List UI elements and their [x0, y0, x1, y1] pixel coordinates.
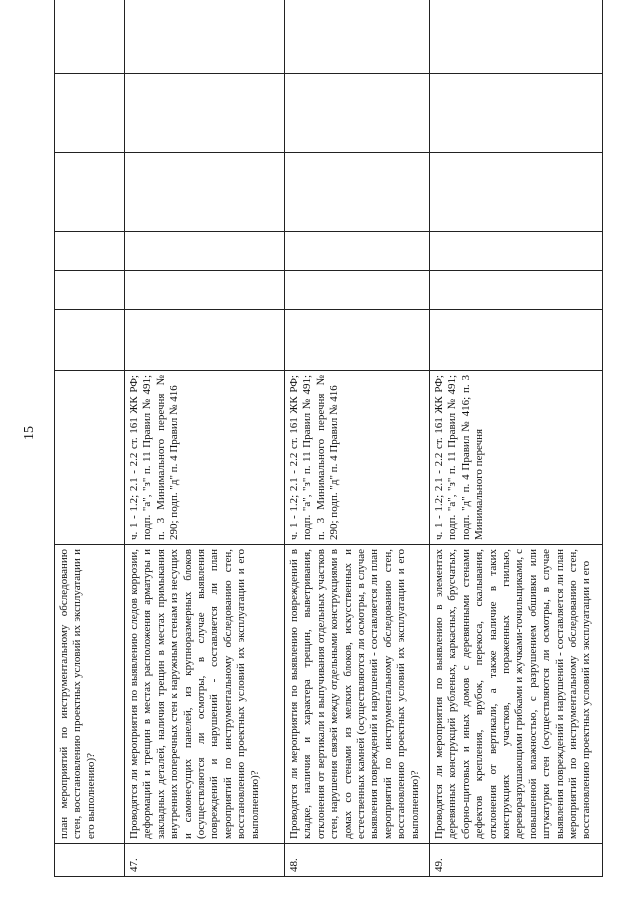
reference-cell	[55, 371, 125, 545]
empty-cell	[55, 74, 125, 153]
empty-cell	[125, 232, 285, 271]
empty-cell	[285, 271, 430, 310]
empty-cell	[55, 232, 125, 271]
empty-cell	[55, 153, 125, 232]
empty-cell	[55, 271, 125, 310]
table-row	[55, 0, 125, 877]
question-cell: план мероприятий по инструментальному обследованию стен, восстановлению проектных условий их эксплуатации и его выполнению)?	[55, 545, 125, 844]
empty-cell	[430, 74, 603, 153]
reference-cell: ч. 1 - 1.2; 2.1 - 2.2 ст. 161 ЖК РФ; подп. "а", "з" п. 11 Правил № 491; п. 3 Минимального перечня № 290; подп. "д" п. 4 Правил № 416	[285, 371, 430, 545]
empty-cell	[125, 310, 285, 371]
empty-cell	[125, 271, 285, 310]
empty-cell	[285, 310, 430, 371]
question-cell: Проводятся ли мероприятия по выявлению следов коррозии, деформаций и трещин в местах расположения арматуры и закладных деталей, наличия трещин в местах примыкания внутренних поперечных стен к наружным стенам из несущих и самонесущих панелей, из крупноразмерных блоков (осуществляются ли осмотры, в случае выявления повреждений и нарушений - составляется ли план мероприятий по инструментальному обследованию стен, восстановлению проектных условий их эксплуатации и его выполнению)?	[125, 545, 285, 844]
reference-cell: ч. 1 - 1.2; 2.1 - 2.2 ст. 161 ЖК РФ; подп. "а", "з" п. 11 Правил № 491; п. 3 Минимального перечня № 290; подп. "д" п. 4 Правил № 416	[125, 371, 285, 545]
empty-cell	[430, 0, 603, 74]
empty-cell	[285, 74, 430, 153]
rotated-checklist-table	[54, 77, 602, 877]
empty-cell	[125, 74, 285, 153]
table-row	[285, 0, 430, 877]
checklist-table	[54, 0, 603, 877]
empty-cell	[430, 310, 603, 371]
row-number: 49.	[430, 844, 603, 877]
empty-cell	[430, 232, 603, 271]
table-row	[430, 0, 603, 877]
empty-cell	[285, 0, 430, 74]
empty-cell	[430, 271, 603, 310]
question-cell: Проводятся ли мероприятия по выявлению повреждений в кладке, наличия и характера трещин, выветривания, отклонения от вертикали и выпучивания отдельных участков стен, нарушения связей между отдельными конструкциями в домах со стенами из мелких блоков, искусственных и естественных камней (осуществляются ли осмотры, в случае выявления повреждений и нарушений - составляется ли план мероприятий по инструментальному обследованию стен, восстановлению проектных условий их эксплуатации и его выполнению)?	[285, 545, 430, 844]
empty-cell	[285, 153, 430, 232]
reference-cell: ч. 1 - 1.2; 2.1 - 2.2 ст. 161 ЖК РФ; подп. "а", "з" п. 11 Правил № 491; подп. "д" п. 4 Правил № 416; п. 3 Минимального перечня	[430, 371, 603, 545]
row-number: 47.	[125, 844, 285, 877]
page-number: 15	[22, 426, 37, 440]
row-number	[55, 844, 125, 877]
empty-cell	[285, 232, 430, 271]
question-cell: Проводятся ли мероприятия по выявлению в элементах деревянных конструкций рубленых, каркасных, брусчатых, сборно-щитовых и иных домов с деревянными стенами дефектов крепления, врубок, перекоса, скалывания, отклонения от вертикали, а также наличие в таких конструкциях участков, пораженных гнилью, дереворазрушающими грибками и жучками-точильщиками, с повышенной влажностью, с разрушением обшивки или штукатурки стен (осуществляются ли осмотры, в случае выявления повреждений и нарушений - составляется ли план мероприятий по инструментальному обследованию стен, восстановлению проектных условий их эксплуатации и его	[430, 545, 603, 844]
empty-cell	[430, 153, 603, 232]
empty-cell	[125, 153, 285, 232]
empty-cell	[55, 0, 125, 74]
empty-cell	[55, 310, 125, 371]
row-number: 48.	[285, 844, 430, 877]
empty-cell	[125, 0, 285, 74]
table-row	[125, 0, 285, 877]
